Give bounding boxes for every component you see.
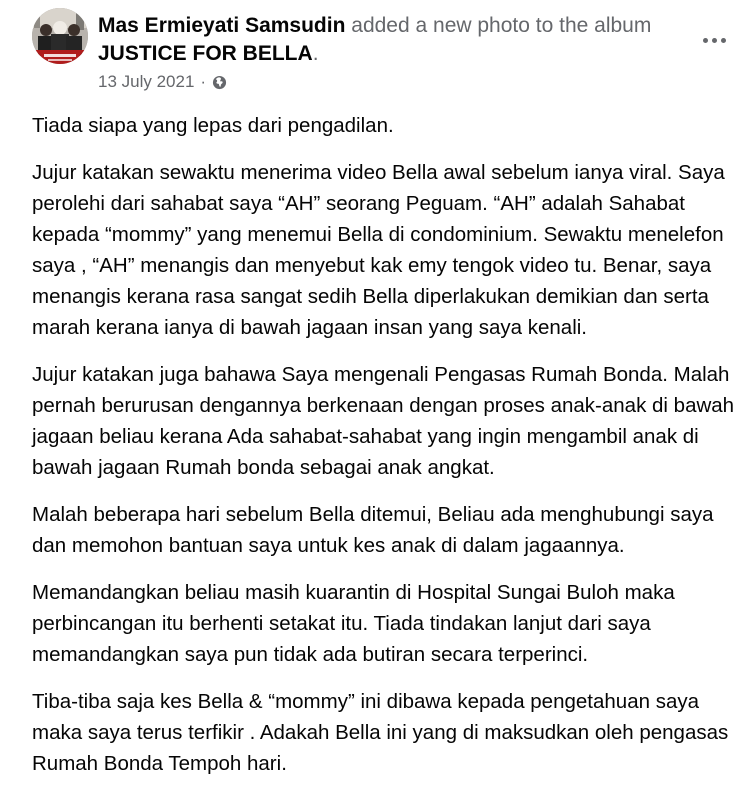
ellipsis-icon	[703, 38, 726, 43]
album-suffix: .	[312, 42, 319, 65]
paragraph-2: Jujur katakan sewaktu menerima video Bella awal sebelum ianya viral. Saya perolehi dari sahabat saya “AH” seorang Peguam. “AH” adalah Sahabat kepada “mommy” yang menemui Bella di condominium. Sewaktu menelefon saya , “AH” menangis dan menyebut kak emy tengok video tu. Benar, saya menangis kerana rasa sangat sedih Bella diperlakukan demikian dan serta marah kerana ianya di bawah jagaan insan yang saya kenali.	[32, 161, 725, 339]
avatar-photo-icon	[32, 8, 88, 64]
post-meta	[98, 72, 227, 92]
post-body	[32, 110, 744, 795]
paragraph-5: Memandangkan beliau masih kuarantin di Hospital Sungai Buloh maka perbincangan itu berhenti setakat itu. Tiada tindakan lanjut dari saya memandangkan saya pun tidak ada butiran secara terperinci.	[32, 581, 675, 666]
post-title	[98, 12, 658, 68]
paragraph-1: Tiada siapa yang lepas dari pengadilan.	[32, 114, 394, 137]
post-action-text: added a new photo to the album	[345, 14, 652, 37]
paragraph-3: Jujur katakan juga bahawa Saya mengenali Pengasas Rumah Bonda. Malah pernah berurusan dengannya berkenaan dengan proses anak-anak di bawah jagaan beliau kerana Ada sahabat-sahabat yang ingin mengambil anak di bawah jagaan Rumah bonda sebagai anak angkat.	[32, 363, 735, 479]
globe-icon[interactable]	[212, 75, 227, 90]
album-link[interactable]: JUSTICE FOR BELLA	[98, 42, 313, 65]
avatar[interactable]	[32, 8, 88, 64]
paragraph-6: Tiba-tiba saja kes Bella & “mommy” ini dibawa kepada pengetahuan saya maka saya terus terfikir . Adakah Bella ini yang di maksudkan oleh pengasas Rumah Bonda Tempoh hari.	[32, 690, 729, 775]
paragraph-4: Malah beberapa hari sebelum Bella ditemui, Beliau ada menghubungi saya dan memohon bantuan saya untuk kes anak di dalam jagaannya.	[32, 503, 714, 557]
author-name-link[interactable]: Mas Ermieyati Samsudin	[98, 14, 346, 37]
post-date-link[interactable]: 13 July 2021	[98, 72, 195, 91]
post-header	[32, 8, 732, 98]
meta-separator: ·	[200, 72, 207, 91]
more-options-button[interactable]	[696, 22, 732, 58]
